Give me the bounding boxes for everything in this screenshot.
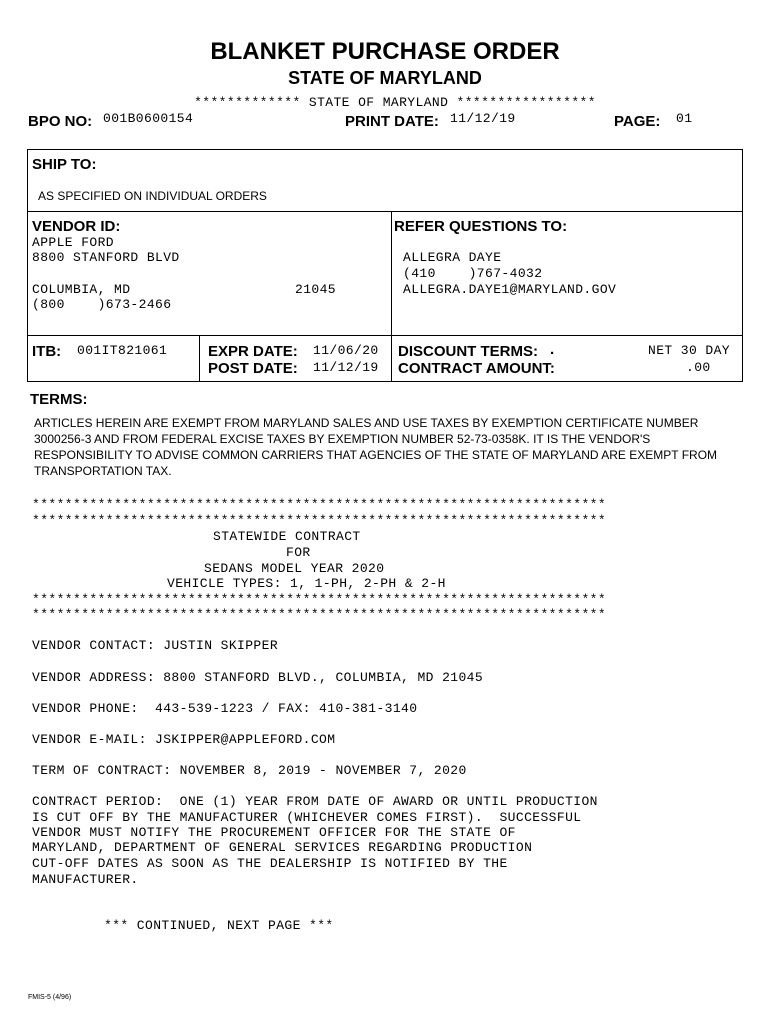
- vendor-contact-line: VENDOR CONTACT: JUSTIN SKIPPER: [32, 638, 279, 653]
- page-value: 01: [676, 111, 693, 126]
- contract-title-line-4: VEHICLE TYPES: 1, 1-PH, 2-PH & 2-H: [167, 576, 446, 591]
- contract-title-line-2: FOR: [286, 545, 311, 560]
- contact-phone: (410 )767-4032: [403, 266, 543, 281]
- vendor-street: 8800 STANFORD BLVD: [32, 250, 180, 265]
- terms-text: ARTICLES HEREIN ARE EXEMPT FROM MARYLAND SALES AND USE TAXES BY EXEMPTION CERTIFICATE NUMBER 3000256-3 AND FROM FEDERAL EXCISE TAXES BY EXEMPTION NUMBER 52-73-0358K. IT IS THE VENDOR'S RESPONSIBILITY TO ADVISE COMMON CARRIERS THAT AGENCIES OF THE STATE OF MARYLAND ARE EXEMPT FROM TRANSPORTATION TAX.: [34, 416, 718, 478]
- contract-title-line-1: STATEWIDE CONTRACT: [213, 529, 361, 544]
- contract-amount-value: .00: [686, 360, 711, 375]
- terms-label: TERMS:: [30, 391, 88, 408]
- contract-period-line-3: VENDOR MUST NOTIFY THE PROCUREMENT OFFICER FOR THE STATE OF: [32, 825, 516, 840]
- contract-period-line-2: IS CUT OFF BY THE MANUFACTURER (WHICHEVER COMES FIRST). SUCCESSFUL: [32, 810, 582, 825]
- divider-vendor-questions: [391, 211, 392, 335]
- form-id: FMIS-5 (4/96): [28, 994, 72, 1001]
- ship-to-value: AS SPECIFIED ON INDIVIDUAL ORDERS: [38, 189, 267, 203]
- contract-period-line-1: CONTRACT PERIOD: ONE (1) YEAR FROM DATE OF AWARD OR UNTIL PRODUCTION: [32, 794, 598, 809]
- contract-period-line-5: CUT-OFF DATES AS SOON AS THE DEALERSHIP IS NOTIFIED BY THE: [32, 856, 508, 871]
- post-date-label: POST DATE:: [208, 360, 298, 377]
- discount-terms-dot: .: [550, 341, 555, 358]
- vendor-phone: (800 )673-2466: [32, 297, 172, 312]
- contact-name: ALLEGRA DAYE: [403, 250, 502, 265]
- discount-terms-value: NET 30 DAY: [648, 343, 731, 358]
- vendor-address-line: VENDOR ADDRESS: 8800 STANFORD BLVD., COLUMBIA, MD 21045: [32, 670, 484, 685]
- stars-line-2: **********************************************************************: [32, 513, 607, 528]
- itb-value: 001IT821061: [77, 343, 168, 358]
- term-of-contract-line: TERM OF CONTRACT: NOVEMBER 8, 2019 - NOVEMBER 7, 2020: [32, 763, 467, 778]
- contract-title-line-3: SEDANS MODEL YEAR 2020: [204, 561, 385, 576]
- vendor-phone-line: VENDOR PHONE: 443-539-1223 / FAX: 410-381-3140: [32, 701, 418, 716]
- divider-itb-expr: [199, 335, 200, 382]
- vendor-id-label: VENDOR ID:: [32, 218, 121, 235]
- bpo-number-value: 001B0600154: [103, 111, 194, 126]
- vendor-city: COLUMBIA, MD: [32, 282, 131, 297]
- divider-vendor-info: [27, 335, 743, 336]
- divider-ship-vendor: [27, 211, 743, 212]
- post-date-value: 11/12/19: [313, 360, 379, 375]
- contract-period-line-6: MANUFACTURER.: [32, 872, 139, 887]
- vendor-zip: 21045: [295, 282, 337, 297]
- expr-date-value: 11/06/20: [313, 343, 379, 358]
- divider-expr-discount: [391, 335, 392, 382]
- page-label: PAGE:: [614, 113, 661, 130]
- contract-amount-label: CONTRACT AMOUNT:: [398, 360, 555, 377]
- bpo-number-label: BPO NO:: [28, 113, 93, 130]
- vendor-email-line: VENDOR E-MAIL: JSKIPPER@APPLEFORD.COM: [32, 732, 336, 747]
- print-date-label: PRINT DATE:: [345, 113, 439, 130]
- ship-to-label: SHIP TO:: [32, 156, 97, 173]
- contract-period-line-4: MARYLAND, DEPARTMENT OF GENERAL SERVICES REGARDING PRODUCTION: [32, 840, 533, 855]
- expr-date-label: EXPR DATE:: [208, 343, 298, 360]
- print-date-value: 11/12/19: [450, 111, 516, 126]
- discount-terms-label: DISCOUNT TERMS:: [398, 343, 538, 360]
- contact-email: ALLEGRA.DAYE1@MARYLAND.GOV: [403, 282, 617, 297]
- continued-notice: *** CONTINUED, NEXT PAGE ***: [104, 918, 334, 933]
- itb-label: ITB:: [32, 343, 62, 360]
- vendor-name: APPLE FORD: [32, 235, 115, 250]
- stars-line-4: **********************************************************************: [32, 607, 607, 622]
- document-title: BLANKET PURCHASE ORDER: [210, 38, 560, 65]
- stars-line-1: **********************************************************************: [32, 497, 607, 512]
- document-subtitle: STATE OF MARYLAND: [288, 68, 482, 88]
- stars-line-3: **********************************************************************: [32, 592, 607, 607]
- state-banner: ************* STATE OF MARYLAND *****************: [194, 95, 596, 110]
- refer-questions-label: REFER QUESTIONS TO:: [394, 218, 568, 235]
